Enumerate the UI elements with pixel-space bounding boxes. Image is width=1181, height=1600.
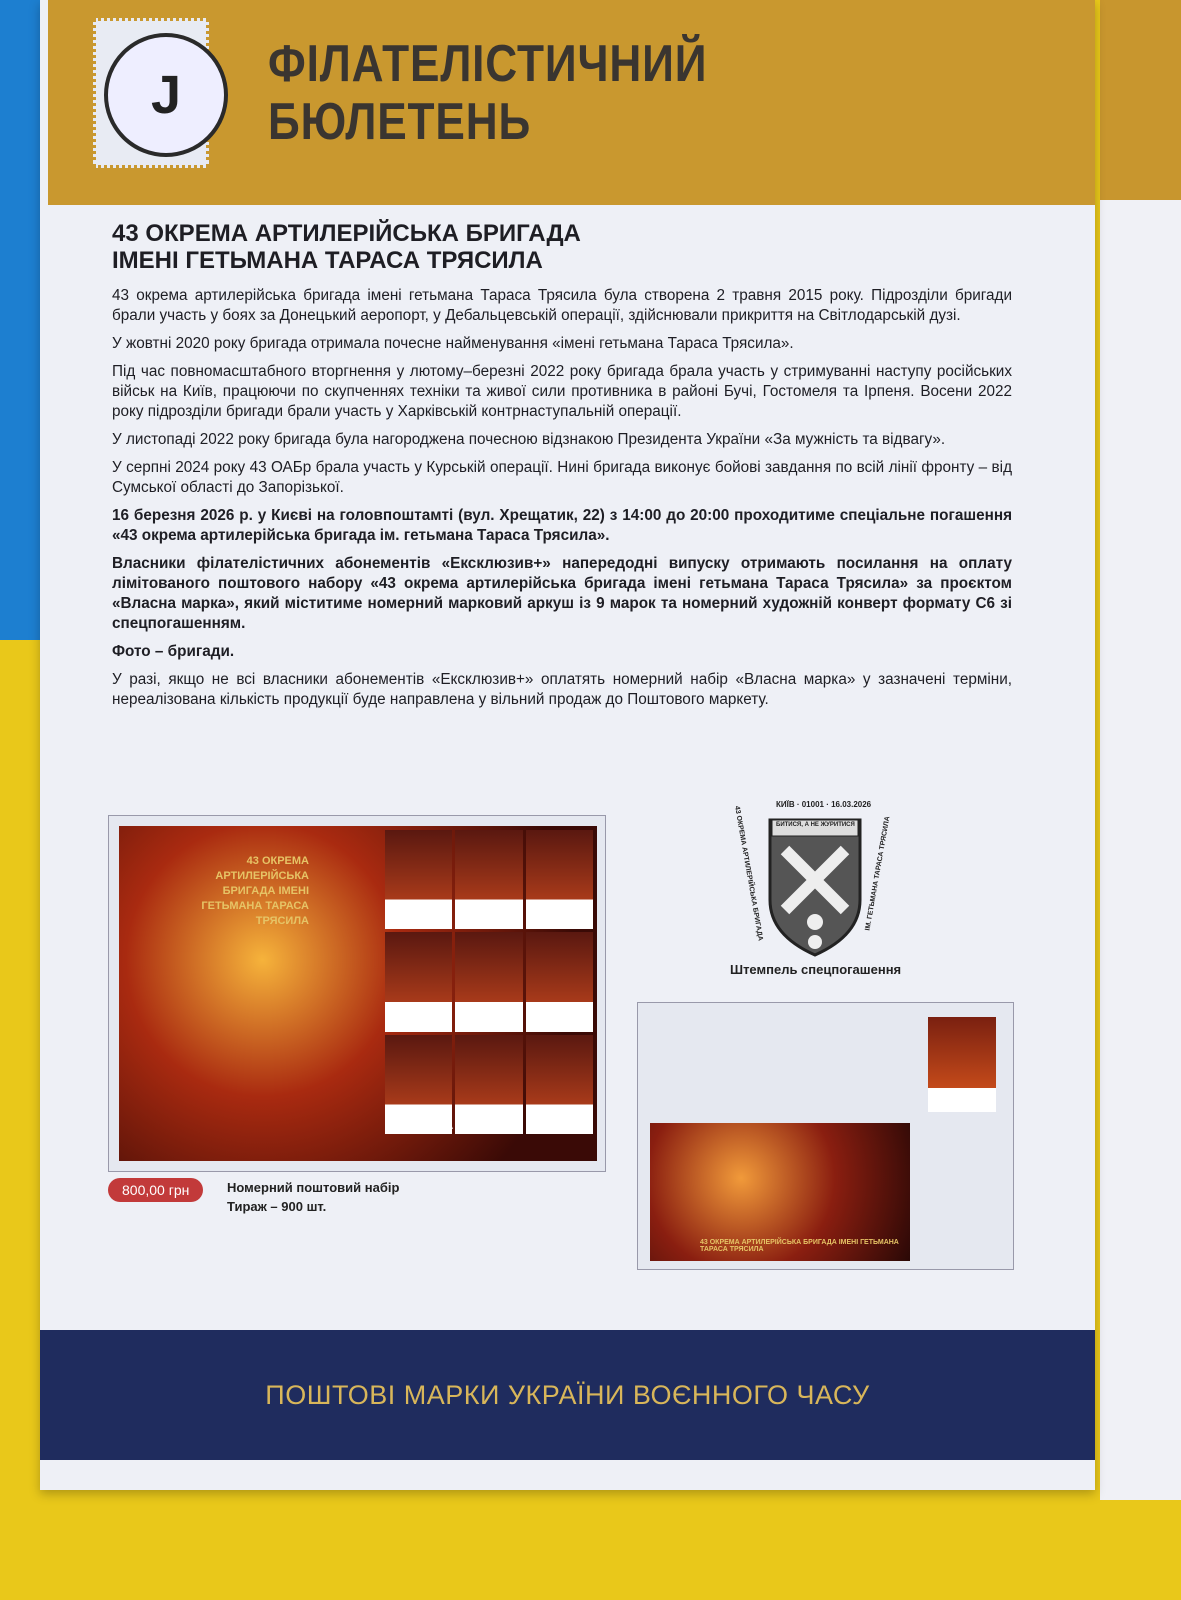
postmark-right-text: ІМ. ГЕТЬМАНА ТАРАСА ТРЯСИЛА (864, 815, 892, 932)
sheet-title: 43 ОКРЕМА АРТИЛЕРІЙСЬКА БРИГАДА ІМЕНІ ГЕТЬМАНА ТАРАСА ТРЯСИЛА (201, 855, 309, 927)
postmark-caption: Штемпель спецпогашення (730, 962, 902, 977)
paragraph: Фото – бригади. (112, 643, 235, 660)
stamp-country: УКРАЇНА (419, 1122, 454, 1131)
stamp (526, 830, 593, 929)
product-name: Номерний поштовий набір (227, 1180, 400, 1195)
title-line: БЮЛЕТЕНЬ (268, 93, 532, 151)
stamp (455, 932, 522, 1031)
postmark-left-text: 43 ОКРЕМА АРТИЛЕРІЙСЬКА БРИГАДА (733, 805, 764, 942)
price-badge: 800,00 грн (108, 1178, 203, 1202)
bulletin-page (40, 0, 1095, 1490)
paragraph: Власники філателістичних абонементів «Ексклюзив+» напередодні випуску отримають посилання на оплату лімітованого поштового набору «43 окрема артилерійська бригада імені гетьмана Тараса Трясила» за проєктом «Власна марка», який міститиме номерний марковий аркуш із 9 марок та номерний художній конверт формату С6 зі спецпогашенням. (112, 555, 1012, 632)
paragraph: 43 окрема артилерійська бригада імені гетьмана Тараса Трясила була створена 2 травня 2015 року. Підрозділи бригади брали участь у боях за Донецький аеропорт, у Дебальцевській операції, здійснювали прикриття на Світлодарській дузі. (112, 287, 1012, 324)
paragraph: Під час повномасштабного вторгнення у лютому–березні 2022 року бригада брала участь у стримуванні наступу російських військ на Київ, працюючи по скупченнях техніки та живої сили противника в районі Бучі, Гостомеля та Ірпеня. Восени 2022 року підрозділи бригади брали участь у Харківській контрнаступальній операції. (112, 363, 1012, 420)
bulletin-title (268, 35, 707, 151)
paragraph: У листопаді 2022 року бригада була нагороджена почесною відзнакою Президента України «За мужність та відвагу». (112, 431, 946, 448)
header (48, 0, 1095, 205)
stamp (455, 1035, 522, 1134)
envelope-text: 43 ОКРЕМА АРТИЛЕРІЙСЬКА БРИГАДА ІМЕНІ ГЕТЬМАНА ТАРАСА ТРЯСИЛА (700, 1239, 899, 1253)
footer (40, 1330, 1095, 1460)
paragraph: У разі, якщо не всі власники абонементів «Ексклюзив+» оплатять номерний набір «Власна марка» у зазначені терміни, нереалізована кількість продукції буде направлена у вільний продаж до Поштового маркету. (112, 671, 1012, 708)
stamp (455, 830, 522, 929)
stamp-sheet-image (108, 815, 606, 1172)
logo-stamp (93, 18, 209, 168)
postmark-image (733, 790, 892, 960)
envelope-image (637, 1002, 1014, 1270)
stamp (385, 830, 452, 929)
stamp-grid (381, 826, 597, 1138)
paragraph: У серпні 2024 року 43 ОАБр брала участь у Курській операції. Нині бригада виконує бойові завдання по всій лінії фронту – від Сумської області до Запорізької. (112, 459, 1012, 496)
ukrposhta-logo-icon: J (104, 33, 228, 157)
next-page-edge (1100, 0, 1181, 1500)
stamp (526, 1035, 593, 1134)
title-line: ФІЛАТЕЛІСТИЧНИЙ (268, 35, 708, 93)
article-title: 43 ОКРЕМА АРТИЛЕРІЙСЬКА БРИГАДА ІМЕНІ ГЕТЬМАНА ТАРАСА ТРЯСИЛА (112, 220, 581, 274)
stamp (385, 932, 452, 1031)
footer-text: ПОШТОВІ МАРКИ УКРАЇНИ ВОЄННОГО ЧАСУ (265, 1379, 870, 1410)
envelope-stamp (928, 1017, 996, 1112)
postmark-date: КИЇВ · 01001 · 16.03.2026 (776, 800, 872, 809)
product-info (227, 1178, 399, 1216)
postmark-motto: БИТИСЯ, А НЕ ЖУРИТИСЯ (776, 822, 855, 828)
article (112, 220, 1012, 718)
stamp (385, 1035, 452, 1134)
paragraph: 16 березня 2026 р. у Києві на головпоштамті (вул. Хрещатик, 22) з 14:00 до 20:00 проходитиме спеціальне погашення «43 окрема артилерійська бригада ім. гетьмана Тараса Трясила». (112, 507, 1012, 544)
stamp (526, 932, 593, 1031)
paragraph: У жовтні 2020 року бригада отримала почесне найменування «імені гетьмана Тараса Трясила». (112, 335, 794, 352)
circulation: Тираж – 900 шт. (227, 1199, 327, 1214)
